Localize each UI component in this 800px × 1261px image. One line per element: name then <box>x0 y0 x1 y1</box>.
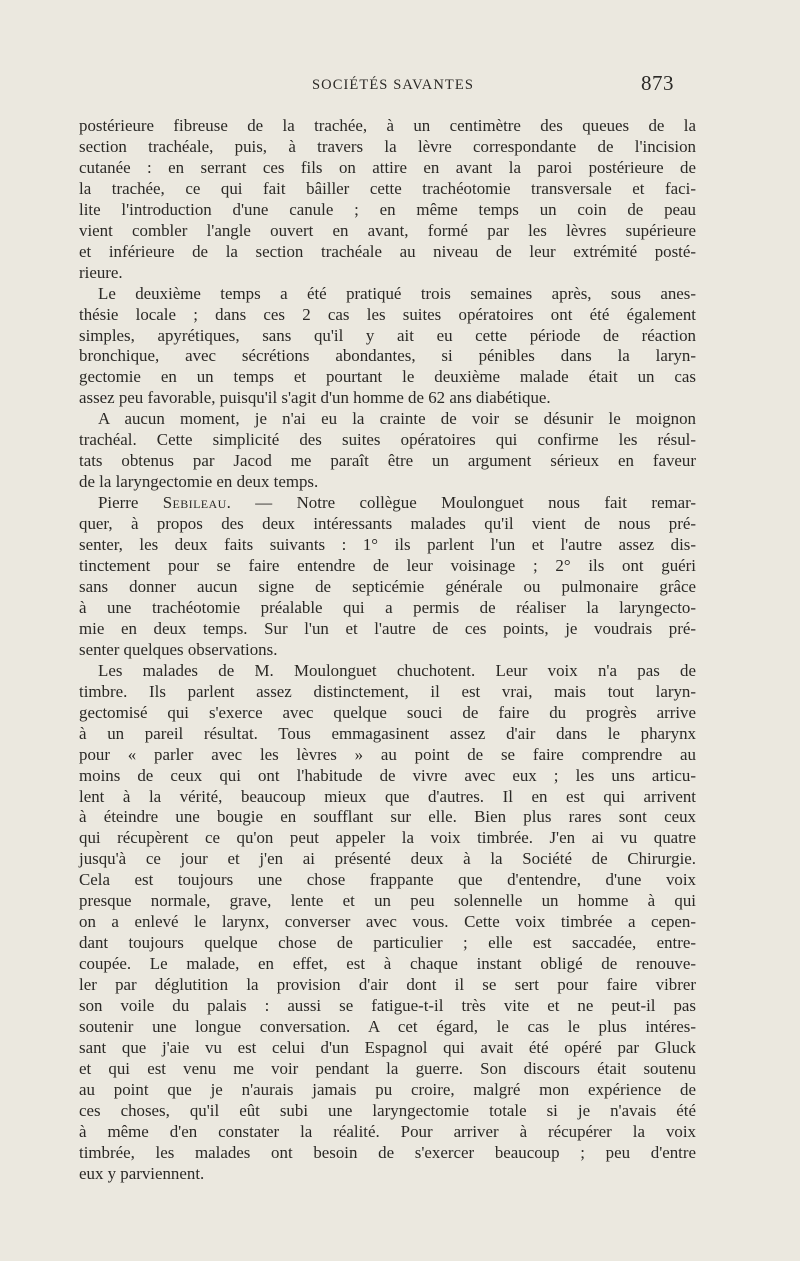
text-line: jusqu'à ce jour et j'en ai présenté deux à la Société de Chirurgie. <box>79 849 696 869</box>
text-line: lent à la vérité, beaucoup mieux que d'autres. Il en est qui arrivent <box>79 786 696 806</box>
text-line: assez peu favorable, puisqu'il s'agit d'un homme de 62 ans diabétique. <box>79 388 551 408</box>
text-line: presque normale, grave, lente et un peu solennelle un homme à qui <box>79 891 696 911</box>
text-line: et qui est venu me voir pendant la guerre. Son discours était soutenu <box>79 1058 696 1078</box>
text-line: gectomie en un temps et pourtant le deuxième malade était un cas <box>79 367 696 387</box>
paragraph-5 <box>79 661 696 1185</box>
text-line: à même d'en constater la réalité. Pour arriver à récupérer la voix <box>79 1121 696 1141</box>
text-line: cutanée : en serrant ces fils on attire en avant la paroi postérieure de <box>79 157 696 177</box>
text-line: on a enlevé le larynx, converser avec vous. Cette voix timbrée a cepen- <box>79 912 696 932</box>
text-line: A aucun moment, je n'ai eu la crainte de voir se désunir le moignon <box>98 409 696 429</box>
text-line: sans donner aucun signe de septicémie générale ou pulmonaire grâce <box>79 576 696 596</box>
text-line: sant que j'aie vu est celui d'un Espagnol qui avait été opéré par Gluck <box>79 1037 696 1057</box>
text-line: tats obtenus par Jacod me paraît être un argument sérieux en faveur <box>79 451 696 471</box>
text-line: et inférieure de la section trachéale au niveau de leur extrémité posté- <box>79 241 696 261</box>
text-line: quer, à propos des deux intéressants malades qu'il vient de nous pré- <box>79 514 696 534</box>
text-line: coupée. Le malade, en effet, est à chaque instant obligé de renouve- <box>79 954 696 974</box>
text-line: vient combler l'angle ouvert en avant, formé par les lèvres supérieure <box>79 220 696 240</box>
paragraph-4 <box>79 493 696 661</box>
text-line: au point que je n'aurais jamais pu croire, malgré mon expérience de <box>79 1079 696 1099</box>
text-line: section trachéale, puis, à travers la lèvre correspondante de l'incision <box>79 136 696 156</box>
text-line: timbrée, les malades ont besoin de s'exercer beaucoup ; peu d'entre <box>79 1142 696 1162</box>
text-line: ces choses, qu'il eût subi une laryngectomie totale si je n'avais été <box>79 1100 696 1120</box>
text-line: gectomisé qui s'exerce avec quelque souci de faire du progrès arrive <box>79 702 696 722</box>
text-line: simples, apyrétiques, sans qu'il y ait eu cette période de réaction <box>79 325 696 345</box>
text-line: bronchique, avec sécrétions abondantes, si pénibles dans la laryn- <box>79 346 696 366</box>
text-line: Le deuxième temps a été pratiqué trois semaines après, sous anes- <box>98 283 696 303</box>
text-line: trachéal. Cette simplicité des suites opératoires qui confirme les résul- <box>79 430 696 450</box>
text-line: timbre. Ils parlent assez distinctement, il est vrai, mais tout laryn- <box>79 681 696 701</box>
paragraph-1 <box>79 116 696 284</box>
text-line: Cela est toujours une chose frappante que d'entendre, d'une voix <box>79 870 696 890</box>
body-text <box>79 116 696 1185</box>
text-line: Les malades de M. Moulonguet chuchotent. Leur voix n'a pas de <box>98 660 696 680</box>
text-line <box>79 493 696 514</box>
text-line: rieure. <box>79 262 123 282</box>
paragraph-2 <box>79 284 696 410</box>
text-line: de la laryngectomie en deux temps. <box>79 472 319 492</box>
text-line: son voile du palais : aussi se fatigue-t-il très vite et ne peut-il pas <box>79 996 696 1016</box>
text-line: soutenir une longue conversation. A cet égard, le cas le plus intéres- <box>79 1016 696 1036</box>
text-line: lite l'introduction d'une canule ; en même temps un coin de peau <box>79 199 696 219</box>
text-line: à un pareil résultat. Tous emmagasinent assez d'air dans le pharynx <box>79 723 696 743</box>
text-line: ler par déglutition la provision d'air dont il se sert pour faire vibrer <box>79 975 696 995</box>
speaker-first-name: Pierre <box>98 493 163 513</box>
text-line: à une trachéotomie préalable qui a permis de réaliser la laryngecto- <box>79 597 696 617</box>
text-line: tinctement pour se faire entendre de leur voisinage ; 2° ils ont guéri <box>79 556 696 576</box>
speaker-line-rest: . — Notre collègue Moulonguet nous fait remar- <box>226 493 696 513</box>
text-line: moins de ceux qui ont l'habitude de vivre avec eux ; les uns articu- <box>79 765 696 785</box>
text-line: postérieure fibreuse de la trachée, à un centimètre des queues de la <box>79 116 696 135</box>
page-number: 873 <box>641 71 674 95</box>
text-line: à éteindre une bougie en soufflant sur elle. Bien plus rares sont ceux <box>79 807 696 827</box>
text-line: pour « parler avec les lèvres » au point de se faire comprendre au <box>79 744 696 764</box>
text-line: senter, les deux faits suivants : 1° ils parlent l'un et l'autre assez dis- <box>79 535 696 555</box>
text-line: dant toujours quelque chose de particulier ; elle est saccadée, entre- <box>79 933 696 953</box>
text-line: mie en deux temps. Sur l'un et l'autre de ces points, je voudrais pré- <box>79 618 696 638</box>
text-line: thésie locale ; dans ces 2 cas les suites opératoires ont été également <box>79 304 696 324</box>
text-line: eux y parviennent. <box>79 1163 205 1183</box>
speaker-name: Sebileau <box>162 493 227 513</box>
text-line: la trachée, ce qui fait bâiller cette trachéotomie transversale et faci- <box>79 178 696 198</box>
text-line: senter quelques observations. <box>79 639 278 659</box>
running-title: SOCIÉTÉS SAVANTES <box>312 77 474 93</box>
text-line: qui récupèrent ce qu'on peut appeler la voix timbrée. J'en ai vu quatre <box>79 828 696 848</box>
paragraph-3 <box>79 409 696 493</box>
